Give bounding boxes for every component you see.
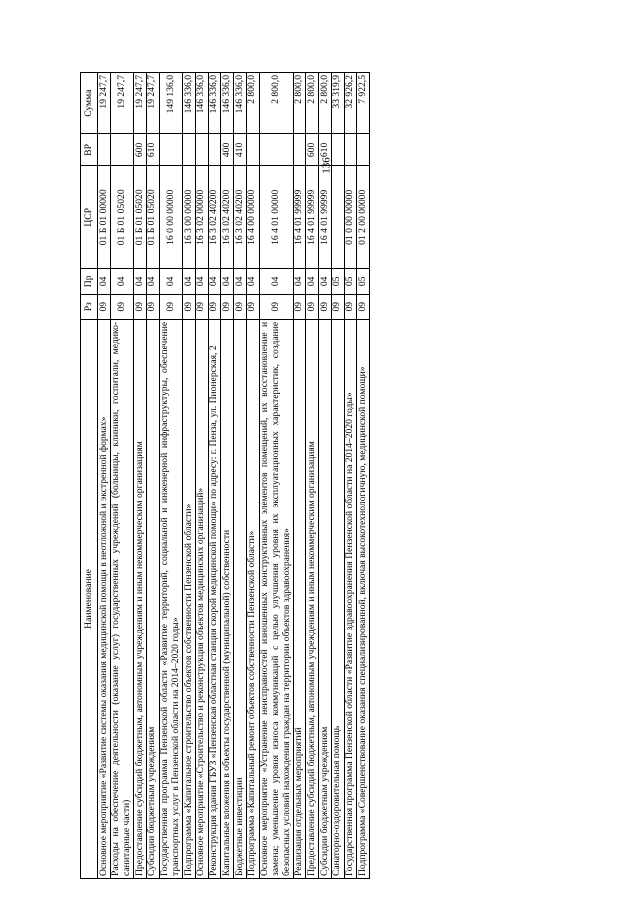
page-number: 136	[320, 157, 333, 174]
cell-rz: 09	[110, 294, 133, 319]
table-row	[221, 73, 234, 879]
cell-csr: 16 3 02 40200	[234, 166, 247, 269]
cell-pr: 04	[293, 269, 306, 294]
cell-pr: 04	[110, 269, 133, 294]
table-header-row	[81, 73, 98, 879]
cell-rz: 09	[344, 294, 357, 319]
cell-pr: 04	[98, 269, 111, 294]
cell-rz: 09	[234, 294, 247, 319]
cell-pr: 04	[146, 269, 159, 294]
cell-name: Предоставление субсидий бюджетным, автономным учреждениям и иным некоммерческим организациям	[134, 319, 147, 878]
table-row	[110, 73, 133, 879]
table-row	[98, 73, 111, 879]
cell-pr: 04	[259, 269, 293, 294]
cell-vr	[357, 134, 370, 166]
cell-rz: 09	[306, 294, 319, 319]
cell-pr: 04	[195, 269, 208, 294]
col-header-rz: Рз	[81, 294, 98, 319]
cell-sum: 19 247,7	[98, 73, 111, 134]
cell-csr: 16 3 02 40200	[208, 166, 221, 269]
cell-csr: 16 4 00 00000	[246, 166, 259, 269]
cell-vr	[98, 134, 111, 166]
cell-vr	[259, 134, 293, 166]
cell-csr: 01 0 00 00000	[344, 166, 357, 269]
cell-vr	[293, 134, 306, 166]
col-header-name: Наименование	[81, 319, 98, 878]
table-row	[319, 73, 332, 879]
cell-sum: 146 336,0	[208, 73, 221, 134]
table-row	[159, 73, 182, 879]
cell-name: Субсидии бюджетным учреждениям	[146, 319, 159, 878]
rotated-table-container	[80, 72, 550, 879]
cell-csr: 16 0 00 00000	[159, 166, 182, 269]
cell-vr: 600	[306, 134, 319, 166]
cell-name: Основное мероприятие «Развитие системы оказания медицинской помощи в неотложной и экстренной формах»	[98, 319, 111, 878]
cell-sum: 149 136,0	[159, 73, 182, 134]
cell-csr	[331, 166, 344, 269]
cell-rz: 09	[134, 294, 147, 319]
table-row	[208, 73, 221, 879]
cell-vr	[344, 134, 357, 166]
cell-vr: 400	[221, 134, 234, 166]
cell-rz: 09	[195, 294, 208, 319]
cell-sum: 146 336,0	[234, 73, 247, 134]
table-row	[344, 73, 357, 879]
cell-pr: 04	[246, 269, 259, 294]
table-row	[146, 73, 159, 879]
cell-csr: 16 4 01 00000	[259, 166, 293, 269]
cell-name: Субсидии бюджетным учреждениям	[319, 319, 332, 878]
table-row	[293, 73, 306, 879]
cell-pr: 05	[344, 269, 357, 294]
cell-pr: 04	[208, 269, 221, 294]
cell-sum: 2 800,0	[259, 73, 293, 134]
table-row	[134, 73, 147, 879]
cell-sum: 146 336,0	[221, 73, 234, 134]
cell-csr: 16 4 01 99999	[306, 166, 319, 269]
cell-vr	[246, 134, 259, 166]
cell-csr: 01 Б 01 00000	[98, 166, 111, 269]
col-header-vr: ВР	[81, 134, 98, 166]
cell-name: Государственная программа Пензенской области «Развитие здравоохранения Пензенской области на 2014–2020 годы»	[344, 319, 357, 878]
cell-sum: 32 926,2	[344, 73, 357, 134]
cell-name: Подпрограмма «Капитальное строительство объектов собственности Пензенской области»	[183, 319, 196, 878]
cell-vr	[159, 134, 182, 166]
cell-name: Основное мероприятие «Строительство и реконструкция объектов медицинских организаций»	[195, 319, 208, 878]
cell-csr: 01 Б 01 05020	[134, 166, 147, 269]
cell-rz: 09	[331, 294, 344, 319]
table-row	[246, 73, 259, 879]
cell-sum: 2 800,0	[246, 73, 259, 134]
cell-sum: 146 336,0	[183, 73, 196, 134]
cell-name: Предоставление субсидий бюджетным, автономным учреждениям и иным некоммерческим организациям	[306, 319, 319, 878]
table-row	[357, 73, 370, 879]
cell-rz: 09	[221, 294, 234, 319]
cell-rz: 09	[183, 294, 196, 319]
cell-pr: 04	[306, 269, 319, 294]
cell-name: Расходы на обеспечение деятельности (оказание услуг) государственных учреждений (больницы, клиники, госпитали, медико-санитарные части)	[110, 319, 133, 878]
cell-pr: 04	[183, 269, 196, 294]
cell-name: Бюджетные инвестиции	[234, 319, 247, 878]
cell-csr: 16 4 01 99999	[319, 166, 332, 269]
table-row	[259, 73, 293, 879]
cell-sum: 19 247,7	[146, 73, 159, 134]
table-row	[195, 73, 208, 879]
cell-name: Капитальные вложения в объекты государственной (муниципальной) собственности	[221, 319, 234, 878]
cell-csr: 16 3 02 00000	[195, 166, 208, 269]
cell-sum: 19 247,7	[134, 73, 147, 134]
cell-csr: 01 2 00 00000	[357, 166, 370, 269]
col-header-pr: Пр	[81, 269, 98, 294]
table-row	[234, 73, 247, 879]
cell-vr	[208, 134, 221, 166]
cell-rz: 09	[293, 294, 306, 319]
cell-sum: 2 800,0	[293, 73, 306, 134]
cell-name: Подпрограмма «Совершенствование оказания специализированной, включая высокотехнологичную, медицинской помощи»	[357, 319, 370, 878]
cell-rz: 09	[208, 294, 221, 319]
cell-name: Реализация отдельных мероприятий	[293, 319, 306, 878]
cell-pr: 04	[234, 269, 247, 294]
cell-vr	[331, 134, 344, 166]
budget-table	[80, 72, 370, 879]
table-row	[183, 73, 196, 879]
cell-vr: 600	[134, 134, 147, 166]
cell-pr: 05	[357, 269, 370, 294]
cell-rz: 09	[357, 294, 370, 319]
cell-rz: 09	[319, 294, 332, 319]
cell-csr: 01 Б 01 05020	[146, 166, 159, 269]
cell-vr: 410	[234, 134, 247, 166]
cell-csr: 16 3 02 40200	[221, 166, 234, 269]
cell-vr	[183, 134, 196, 166]
cell-pr: 05	[331, 269, 344, 294]
cell-csr: 16 4 01 99999	[293, 166, 306, 269]
cell-name: Подпрограмма «Капитальный ремонт объектов собственности Пензенской области»	[246, 319, 259, 878]
cell-rz: 09	[146, 294, 159, 319]
cell-vr: 610	[146, 134, 159, 166]
table-row	[331, 73, 344, 879]
col-header-csr: ЦСР	[81, 166, 98, 269]
cell-sum: 146 336,0	[195, 73, 208, 134]
cell-rz: 09	[259, 294, 293, 319]
col-header-sum: Сумма	[81, 73, 98, 134]
cell-vr: 610	[319, 134, 332, 166]
cell-sum: 2 800,0	[319, 73, 332, 134]
cell-sum: 19 247,7	[110, 73, 133, 134]
cell-pr: 04	[319, 269, 332, 294]
cell-sum: 33 319,9	[331, 73, 344, 134]
cell-pr: 04	[134, 269, 147, 294]
cell-name: Государственная программа Пензенской области «Развитие территорий, социальной и инженерной инфраструктуры, обеспечение транспортных услуг в Пензенской области на 2014–2020 годы»	[159, 319, 182, 878]
cell-vr	[195, 134, 208, 166]
cell-csr: 16 3 00 00000	[183, 166, 196, 269]
cell-name: Основное мероприятие «Устранение неисправностей изношенных конструктивных элементов помещений, их восстановление и замена; уменьшение уровня износа коммуникаций с целью улучшения уровня их эксплуатационных характеристик, создание безопасных условий нахождения граждан на территории объектов здравоохранения»	[259, 319, 293, 878]
cell-rz: 09	[159, 294, 182, 319]
table-row	[306, 73, 319, 879]
cell-vr	[110, 134, 133, 166]
cell-csr: 01 Б 01 05020	[110, 166, 133, 269]
cell-pr: 04	[221, 269, 234, 294]
cell-rz: 09	[246, 294, 259, 319]
cell-sum: 7 922,5	[357, 73, 370, 134]
cell-name: Реконструкция здания ГБУЗ «Пензенская областная станция скорой медицинской помощи» по адресу: г. Пенза, ул. Пионерская, 2	[208, 319, 221, 878]
cell-name: Санаторно-оздоровительная помощь	[331, 319, 344, 878]
cell-pr: 04	[159, 269, 182, 294]
cell-rz: 09	[98, 294, 111, 319]
cell-sum: 2 800,0	[306, 73, 319, 134]
